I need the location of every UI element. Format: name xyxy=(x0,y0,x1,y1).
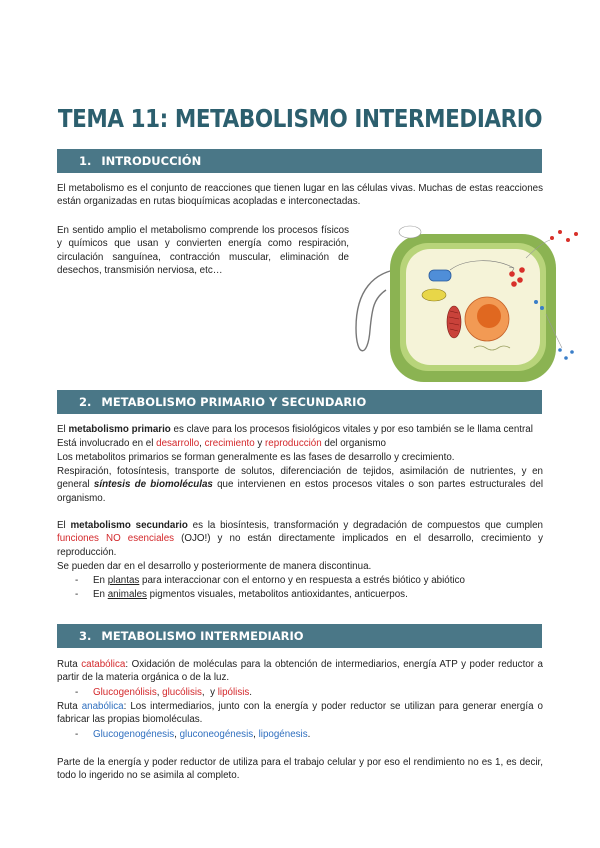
particle-red xyxy=(550,236,554,240)
section-number: 3. xyxy=(79,629,92,643)
secundario-line-2: Se pueden dar en el desarrollo y posteriormente de manera discontinua. xyxy=(57,561,372,572)
text: es clave para los procesos fisiológicos vitales y por eso también se le llama central xyxy=(170,424,533,435)
text: Ruta xyxy=(57,701,82,712)
catabolic-list xyxy=(93,686,252,699)
section-heading-intermediario xyxy=(57,624,542,648)
text: El xyxy=(57,520,71,531)
text: , xyxy=(156,687,163,698)
secundario-paragraph xyxy=(57,519,543,559)
term-metabolismo-secundario: metabolismo secundario xyxy=(70,520,188,531)
section-title: METABOLISMO PRIMARIO Y SECUNDARIO xyxy=(101,395,367,409)
particle-blue xyxy=(540,306,544,310)
primario-paragraph-4 xyxy=(57,465,543,505)
bullet-dash: - xyxy=(75,687,79,698)
term-funciones-no-esenciales: funciones NO esenciales xyxy=(57,533,175,545)
particle-blue xyxy=(558,348,562,352)
page-title: TEMA 11: METABOLISMO INTERMEDIARIO xyxy=(57,104,543,133)
term-gluconeogenesis: gluconeogénesis xyxy=(179,729,254,740)
section-title: INTRODUCCIÓN xyxy=(101,154,202,168)
text: para interaccionar con el entorno y en respuesta a estrés biótico y abiótico xyxy=(139,575,465,586)
text: , xyxy=(174,729,180,740)
section-number: 2. xyxy=(79,395,92,409)
term-animales: animales xyxy=(107,589,147,600)
particle-blue xyxy=(570,350,574,354)
text: . xyxy=(307,729,311,740)
text: del organismo xyxy=(321,438,386,449)
term-anabolica: anabólica xyxy=(81,701,124,712)
term-crecimiento: crecimiento xyxy=(204,438,255,449)
ruta-catabolica-paragraph xyxy=(57,658,543,685)
bullet-dash: - xyxy=(75,729,79,740)
secundario-bullet-animales xyxy=(93,588,408,601)
nucleolus xyxy=(477,304,501,328)
particle-blue xyxy=(534,300,538,304)
particle-red xyxy=(517,277,523,283)
primario-line-1 xyxy=(57,423,533,436)
term-catabolica: catabólica xyxy=(81,659,126,670)
text: pigmentos visuales, metabolitos antioxidantes, anticuerpos. xyxy=(146,589,408,600)
term-glucogenogenesis: Glucogenogénesis xyxy=(93,729,175,740)
primario-line-3: Los metabolitos primarios se forman generalmente es las fases de desarrollo y crecimiento. xyxy=(57,452,455,463)
text: Ruta xyxy=(57,659,82,670)
text: , xyxy=(253,729,259,740)
text: Está involucrado en el xyxy=(57,438,157,449)
particle-red xyxy=(509,271,515,277)
mitochondrion xyxy=(447,306,461,338)
bullet-dash: - xyxy=(75,575,79,586)
anabolic-list xyxy=(93,728,310,741)
section-heading-primario-secundario xyxy=(57,390,542,414)
text: : Los intermediarios, junto con la energía y poder reductor se utilizan para generar energía o fabricar las propias biomoléculas. xyxy=(57,701,543,726)
particle-blue xyxy=(564,356,568,360)
text: , xyxy=(199,438,205,449)
section-number: 1. xyxy=(79,154,92,168)
term-desarrollo: desarrollo xyxy=(156,438,200,449)
bullet-dash: - xyxy=(75,589,79,600)
intro-paragraph-2: En sentido amplio el metabolismo comprende los procesos físicos y químicos que usan y convierten energía como respiración, circulación sanguínea, contracción muscular, eliminación de desechos, transmisión nerviosa, etc… xyxy=(57,225,349,277)
text: En xyxy=(93,575,108,586)
text: y xyxy=(254,438,266,449)
particle-red xyxy=(574,232,578,236)
final-paragraph: Parte de la energía y poder reductor de utiliza para el trabajo celular y por eso el rendimiento no es 1, es decir, todo lo ingerido no se asimila al completo. xyxy=(57,757,543,782)
chloroplast xyxy=(422,289,446,301)
text: : Oxidación de moléculas para la obtención de intermediarios, energía ATP y poder reductor a partir de la materia orgánica o de la luz. xyxy=(57,659,543,684)
particle-red xyxy=(558,230,562,234)
text: (OJO!) y no están directamente implicados en el desarrollo, crecimiento y reproducción. xyxy=(57,533,543,558)
text: , y xyxy=(201,687,218,698)
text: Respiración, fotosíntesis, transporte de solutos, diferenciación de tejidos, asimilación de nutrientes, y en general xyxy=(57,466,543,491)
text: que intervienen en estos procesos vitales o son partes estructurales del organismo. xyxy=(57,479,543,504)
cable-line xyxy=(356,270,394,351)
cell-illustration xyxy=(346,218,596,390)
vacuole xyxy=(429,270,451,281)
term-glucolisis: glucólisis xyxy=(162,687,202,698)
intro-paragraph-1: El metabolismo es el conjunto de reacciones que tienen lugar en las células vivas. Muchas de estas reacciones están organizadas en rutas bioquímicas acopladas e interconectadas. xyxy=(57,183,543,208)
ruta-anabolica-paragraph xyxy=(57,700,543,727)
glucose-bubble xyxy=(399,226,421,238)
term-metabolismo-primario: metabolismo primario xyxy=(68,424,171,435)
secundario-bullet-plantas xyxy=(93,574,465,587)
particle-red xyxy=(566,238,570,242)
section-title: METABOLISMO INTERMEDIARIO xyxy=(101,629,304,643)
particle-red xyxy=(511,281,517,287)
section-heading-introduccion xyxy=(57,149,542,173)
text: En xyxy=(93,589,108,600)
particle-red xyxy=(519,267,525,273)
term-reproduccion: reproducción xyxy=(265,438,322,449)
text: es la biosíntesis, transformación y degradación de compuestos que cumplen xyxy=(187,520,543,531)
term-lipogenesis: lipogénesis xyxy=(258,729,308,740)
term-plantas: plantas xyxy=(107,575,140,586)
term-sintesis-biomoleculas: síntesis de biomoléculas xyxy=(93,479,213,491)
primario-line-2 xyxy=(57,437,386,450)
text: El xyxy=(57,424,69,435)
term-glucogenolisis: Glucogenólisis xyxy=(93,687,157,698)
term-lipolisis: lipólisis xyxy=(217,687,250,698)
text: . xyxy=(249,687,253,698)
